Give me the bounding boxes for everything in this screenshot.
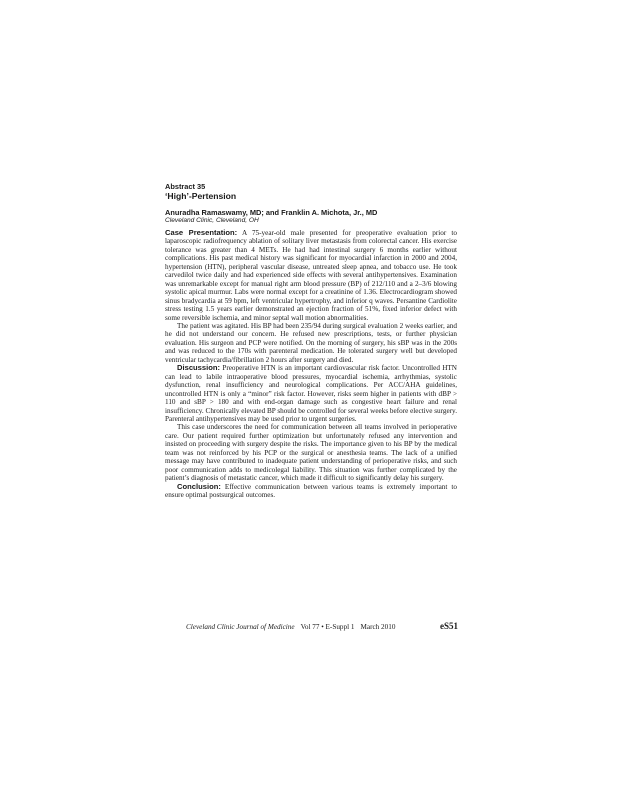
body-paragraph: The patient was agitated. His BP had been 235/94 during surgical evaluation 2 weeks earlier, and he did not understand our concern. He refused new prescriptions, tests, or further physician evaluation. His surgeon and PCP were notified. On the morning of surgery, his sBP was in the 200s and was reduced to the 170s with parenteral medication. He tolerated surgery well but developed ventricular tachycardia/fibrillation 2 hours after surgery and died. (165, 321, 457, 364)
discussion-text: Preoperative HTN is an important cardiovascular risk factor. Uncontrolled HTN can lead to labile intraoperative blood pressures, myocardial ischemia, arrhythmias, systolic dysfunction, renal insufficiency and neurological complications. Per ACC/AHA guidelines, uncontrolled HTN is only a “minor” risk factor. However, risks seem higher in patients with dBP > 110 and sBP > 180 and with end-organ damage such as congestive heart failure and renal insufficiency. Chronically elevated BP should be controlled for several weeks before elective surgery. Parenteral antihypertensives may be used prior to urgent surgeries. (165, 364, 457, 423)
page-number: eS51 (440, 621, 458, 631)
abstract-title: ‘High’-Pertension (165, 191, 237, 201)
case-presentation-paragraph (165, 229, 457, 322)
journal-name: Cleveland Clinic Journal of Medicine (186, 623, 295, 631)
conclusion-paragraph (165, 483, 457, 500)
affiliation: Cleveland Clinic, Cleveland, OH (165, 217, 259, 224)
case-presentation-heading: Case Presentation: (165, 228, 238, 237)
authors: Anuradha Ramaswamy, MD; and Franklin A. Michota, Jr., MD (165, 208, 378, 217)
conclusion-text: Effective communication between various teams is extremely important to ensure optimal postsurgical outcomes. (165, 482, 457, 500)
abstract-number: Abstract 35 (165, 182, 206, 191)
conclusion-heading: Conclusion: (177, 481, 221, 491)
discussion-heading: Discussion: (177, 363, 221, 373)
case-presentation-text: A 75-year-old male presented for preoperative evaluation prior to laparoscopic radiofrequency ablation of solitary liver metastasis from colorectal cancer. His exercise tolerance was greater than 4 METs. He had had intestinal surgery 6 months earlier without complications. His past medical history was significant for myocardial infarction in 2000 and 2004, hypertension (HTN), peripheral vascular disease, untreated sleep apnea, and tobacco use. He took carvedilol twice daily and had experienced side effects with several antihypertensives. Examination was unremarkable except for manual right arm blood pressure (BP) of 212/110 and a 2–3/6 blowing systolic apical murmur. Labs were normal except for a creatinine of 1.36. Electrocardiogram showed sinus bradycardia at 59 bpm, left ventricular hypertrophy, and inferior q waves. Persantine Cardiolite stress testing 1.5 years earlier demonstrated an ejection fraction of 51%, fixed inferior defect with some reversible ischemia, and minor septal wall motion abnormalities. (165, 229, 457, 322)
discussion-paragraph (165, 364, 457, 423)
abstract (165, 182, 457, 500)
body-paragraph: This case underscores the need for communication between all teams involved in perioperative care. Our patient required further optimization but unfortunately refused any intervention and insisted on proceeding with surgery despite the risks. The importance given to his BP by the medical team was not reinforced by his PCP or the surgical or anesthesia teams. The lack of a unified message may have contributed to inadequate patient understanding of perioperative risks, and such poor communication adds to medicolegal liability. This situation was further complicated by the patient’s diagnosis of metastatic cancer, which made it difficult to significantly delay his surgery. (165, 423, 457, 483)
volume: Vol 77 • E-Suppl 1 (300, 623, 355, 631)
issue-date: March 2010 (360, 623, 396, 631)
page-footer (186, 622, 458, 632)
